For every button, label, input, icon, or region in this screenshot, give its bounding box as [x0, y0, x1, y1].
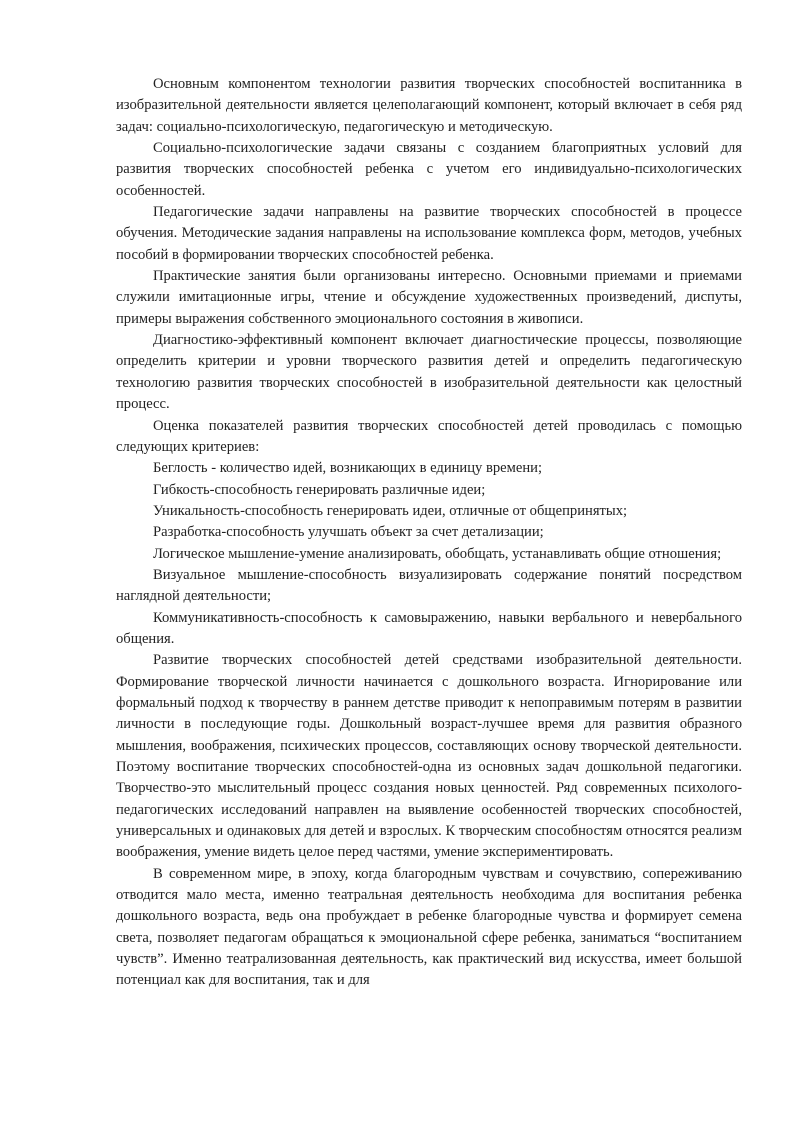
paragraph-theatrical-activity: В современном мире, в эпоху, когда благородным чувствам и сочувствию, сопереживанию отводится мало места, именно театральная деятельность необходима для воспитания ребенка дошкольного возраста, ведь она пробуждает в ребенке благородные чувства и формирует семена света, позволяет педагогам обращаться к эмоциональной сфере ребенка, заниматься “воспитанием чувств”. Именно театрализованная деятельность, как практический вид искусства, имеет большой потенциал как для воспитания, так и для — [116, 865, 742, 989]
criterion-visual-thinking: Визуальное мышление-способность визуализировать содержание понятий посредством наглядной деятельности; — [116, 566, 742, 605]
criterion-fluency: Беглость - количество идей, возникающих в единицу времени; — [153, 460, 543, 477]
paragraph-diagnostic-component: Диагностико-эффективный компонент включает диагностические процессы, позволяющие определить критерии и уровни творческого развития детей и определить педагогическую технологию развития творческих способностей в изобразительной деятельности как целостный процесс. — [116, 332, 742, 413]
criterion-logical-thinking: Логическое мышление-умение анализировать, обобщать, устанавливать общие отношения; — [153, 545, 722, 562]
paragraph-socio-psych-tasks: Социально-психологические задачи связаны с созданием благоприятных условий для развития творческих способностей ребенка с учетом его индивидуально-психологических особенностей. — [116, 140, 742, 199]
paragraph-practical-lessons: Практические занятия были организованы интересно. Основными приемами и приемами служили имитационные игры, чтение и обсуждение художественных произведений, диспуты, примеры выражения собственного эмоционального состояния в живописи. — [116, 268, 742, 327]
criterion-flexibility: Гибкость-способность генерировать различные идеи; — [153, 481, 486, 498]
paragraph-goal-component: Основным компонентом технологии развития творческих способностей воспитанника в изобразительной деятельности является целеполагающий компонент, который включает в себя ряд задач: социально-психологическую, педагогическую и методическую. — [116, 76, 742, 135]
paragraph-criteria-intro: Оценка показателей развития творческих способностей детей проводилась с помощью следующих критериев: — [116, 417, 742, 455]
paragraph-pedagogical-tasks: Педагогические задачи направлены на развитие творческих способностей в процессе обучения. Методические задания направлены на использование комплекса форм, методов, учебных пособий в формировании творческих способностей ребенка. — [116, 204, 742, 263]
document-page — [116, 74, 742, 992]
criterion-elaboration: Разработка-способность улучшать объект за счет детализации; — [153, 524, 544, 541]
paragraph-creative-development: Развитие творческих способностей детей средствами изобразительной деятельности. Формирование творческой личности начинается с дошкольного возраста. Игнорирование или формальный подход к творчеству в раннем детстве приводит к непоправимым потерям в развитии личности в последующие годы. Дошкольный возраст-лучшее время для развития образного мышления, воображения, психических процессов, составляющих основу творческой деятельности. Поэтому воспитание творческих способностей-одна из основных задач дошкольной педагогики. Творчество-это мыслительный процесс создания новых ценностей. Ряд современных психолого-педагогических исследований направлен на выявление особенностей творческих способностей, универсальных и одинаковых для детей и взрослых. К творческим способностям относятся реализм воображения, умение видеть целое перед частями, умение экспериментировать. — [116, 652, 742, 861]
criterion-originality: Уникальность-способность генерировать идеи, отличные от общепринятых; — [153, 502, 628, 519]
criterion-communicativeness: Коммуникативность-способность к самовыражению, навыки вербального и невербального общения. — [116, 609, 742, 647]
